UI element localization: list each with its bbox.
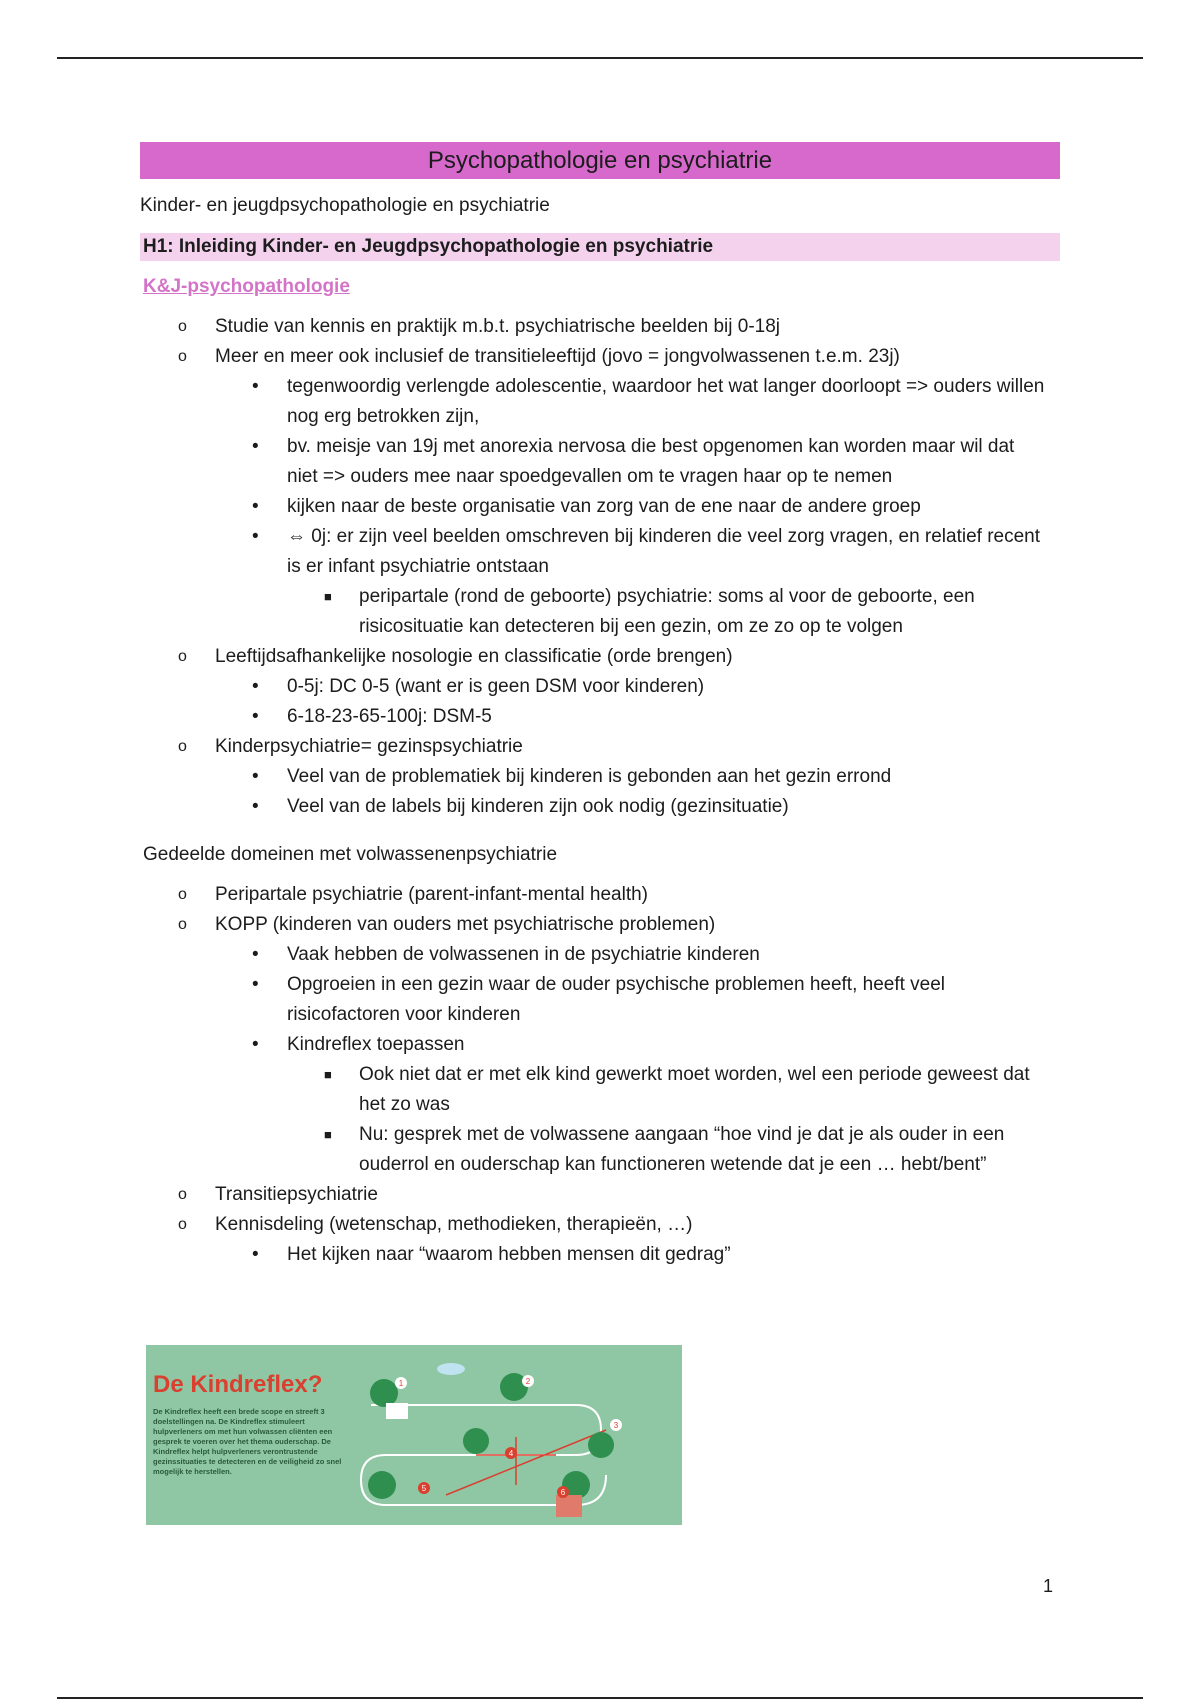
circle-bullet-icon: o [178, 348, 187, 365]
tree-icon [463, 1428, 489, 1454]
list-item: • tegenwoordig verlengde adolescentie, waardoor het wat langer doorloopt => ouders willen nog erg betrokken zijn, [287, 372, 1060, 432]
kindreflex-path-illustration [146, 1345, 682, 1525]
circle-bullet-icon: o [178, 916, 187, 933]
tree-icon [370, 1379, 398, 1407]
figure-body-text: De Kindreflex heeft een brede scope en streeft 3 doelstellingen na. De Kindreflex stimuleert hulpverleners om met hun volwassen cliënten een gesprek te voeren over het thema ouderschap. De Kindreflex helpt hulpverleners verontrustende gezinssituaties te detecteren en de veiligheid zo snel mogelijk te herstellen. [153, 1407, 342, 1476]
house-icon [386, 1403, 408, 1419]
list-item: • Kindreflex toepassen ■ Ook niet dat er met elk kind gewerkt moet worden, wel een periode geweest dat het zo was ■ Nu: gesprek met de volwassene aangaan “hoe vind je dat je als ouder in een ouderrol en ouderschap kan functioneren wetende dat je een … hebt/bent” [287, 1030, 1060, 1180]
list-item: o Meer en meer ook inclusief de transitieleeftijd (jovo = jongvolwassenen t.e.m. 23j) • tegenwoordig verlengde adolescentie, waardoor het wat langer doorloopt => ouders willen nog erg betrokken zijn, • bv. meisje van 19j met anorexia nervosa die best opgenomen kan worden maar wil dat niet => ouders mee naar spoedgevallen om te vragen haar op te nemen • kijken naar de beste organisatie van zorg van de ene naar de andere groep • ⇔ 0j: er zijn veel beelden omschreven bij kinderen die veel zorg vragen, en relatief recent is er infant psychiatrie ontstaan ■ peripartale (rond de geboorte) psychiatrie: soms al voor de geboorte, een risicosituatie kan detecteren bij een gezin, om ze zo op te volgen [140, 342, 1060, 642]
section-heading-kj[interactable]: K&J-psychopathologie [143, 276, 350, 297]
building-icon [556, 1495, 582, 1517]
bottom-rule [57, 1697, 1143, 1699]
dot-bullet-icon: • [252, 526, 259, 547]
dot-bullet-icon: • [252, 436, 259, 457]
step-marker-4 [505, 1447, 517, 1459]
list-item: o Kennisdeling (wetenschap, methodieken, therapieën, …) • Het kijken naar “waarom hebben mensen dit gedrag” [140, 1210, 1060, 1270]
step-label: 6 [560, 1488, 566, 1497]
cloud-icon [437, 1363, 465, 1375]
step-label: 4 [508, 1449, 514, 1458]
list-item: ■ Nu: gesprek met de volwassene aangaan “hoe vind je dat je als ouder in een ouderrol en ouderschap kan functioneren wetende dat je een … hebt/bent” [359, 1120, 1060, 1180]
list-item: • bv. meisje van 19j met anorexia nervosa die best opgenomen kan worden maar wil dat niet => ouders mee naar spoedgevallen om te vragen haar op te nemen [287, 432, 1060, 492]
dot-bullet-icon: • [252, 944, 259, 965]
square-bullet-icon: ■ [324, 1127, 332, 1142]
step-marker-6 [557, 1486, 569, 1498]
list-item: • ⇔ 0j: er zijn veel beelden omschreven bij kinderen die veel zorg vragen, en relatief recent is er infant psychiatrie ontstaan ■ peripartale (rond de geboorte) psychiatrie: soms al voor de geboorte, een risicosituatie kan detecteren bij een gezin, om ze zo op te volgen [287, 522, 1060, 642]
circle-bullet-icon: o [178, 886, 187, 903]
step-label: 3 [613, 1421, 619, 1430]
list-item: o KOPP (kinderen van ouders met psychiatrische problemen) • Vaak hebben de volwassenen in de psychiatrie kinderen • Opgroeien in een gezin waar de ouder psychische problemen heeft, heeft veel risicofactoren voor kinderen • Kindreflex toepassen ■ Ook niet dat er met elk kind gewerkt moet worden, wel een periode geweest dat het zo was ■ Nu: gesprek met de volwassene aangaan “hoe vind je dat je als ouder in een ouderrol en ouderschap kan functioneren wetende dat je een … hebt/bent” [140, 910, 1060, 1180]
chapter-heading: H1: Inleiding Kinder- en Jeugdpsychopathologie en psychiatrie [140, 233, 1060, 261]
list-item: • Veel van de problematiek bij kinderen is gebonden aan het gezin errond [287, 762, 1060, 792]
circle-bullet-icon: o [178, 1186, 187, 1203]
step-label: 2 [525, 1377, 531, 1386]
list-item: ■ peripartale (rond de geboorte) psychiatrie: soms al voor de geboorte, een risicosituatie kan detecteren bij een gezin, om ze zo op te volgen [359, 582, 1060, 642]
list-item: o Kinderpsychiatrie= gezinspsychiatrie • Veel van de problematiek bij kinderen is gebonden aan het gezin errond • Veel van de labels bij kinderen zijn ook nodig (gezinsituatie) [140, 732, 1060, 822]
section2-list [140, 880, 1060, 1270]
list-item: o Peripartale psychiatrie (parent-infant-mental health) [140, 880, 1060, 910]
circle-bullet-icon: o [178, 1216, 187, 1233]
top-rule [57, 57, 1143, 59]
list-item: ■ Ook niet dat er met elk kind gewerkt moet worden, wel een periode geweest dat het zo was [359, 1060, 1060, 1120]
dot-bullet-icon: • [252, 1034, 259, 1055]
figure-title: De Kindreflex? [153, 1371, 323, 1398]
list-item: • 0-5j: DC 0-5 (want er is geen DSM voor kinderen) [287, 672, 1060, 702]
kindreflex-figure [146, 1345, 682, 1525]
dot-bullet-icon: • [252, 796, 259, 817]
circle-bullet-icon: o [178, 648, 187, 665]
square-bullet-icon: ■ [324, 589, 332, 604]
step-marker-5 [418, 1482, 430, 1494]
list-item: • Vaak hebben de volwassenen in de psychiatrie kinderen [287, 940, 1060, 970]
list-item: • Het kijken naar “waarom hebben mensen dit gedrag” [287, 1240, 1060, 1270]
dot-bullet-icon: • [252, 706, 259, 727]
list-item: o Studie van kennis en praktijk m.b.t. psychiatrische beelden bij 0-18j [140, 312, 1060, 342]
step-marker-1 [395, 1377, 407, 1389]
tree-icon [588, 1432, 614, 1458]
list-item: • Veel van de labels bij kinderen zijn ook nodig (gezinsituatie) [287, 792, 1060, 822]
section-heading-shared-domains: Gedeelde domeinen met volwassenenpsychiatrie [143, 844, 558, 865]
list-item: • 6-18-23-65-100j: DSM-5 [287, 702, 1060, 732]
list-item: o Transitiepsychiatrie [140, 1180, 1060, 1210]
tree-icon [368, 1471, 396, 1499]
circle-bullet-icon: o [178, 738, 187, 755]
list-item: • Opgroeien in een gezin waar de ouder psychische problemen heeft, heeft veel risicofactoren voor kinderen [287, 970, 1060, 1030]
dot-bullet-icon: • [252, 676, 259, 697]
list-item: o Leeftijdsafhankelijke nosologie en classificatie (orde brengen) • 0-5j: DC 0-5 (want er is geen DSM voor kinderen) • 6-18-23-65-100j: DSM-5 [140, 642, 1060, 732]
circle-bullet-icon: o [178, 318, 187, 335]
page-number: 1 [1043, 1576, 1054, 1596]
dot-bullet-icon: • [252, 376, 259, 397]
page-content [140, 142, 1060, 1270]
step-marker-2 [522, 1375, 534, 1387]
step-label: 5 [421, 1484, 427, 1493]
dot-bullet-icon: • [252, 766, 259, 787]
step-marker-3 [610, 1419, 622, 1431]
square-bullet-icon: ■ [324, 1067, 332, 1082]
document-title: Psychopathologie en psychiatrie [140, 142, 1060, 179]
dot-bullet-icon: • [252, 974, 259, 995]
document-subtitle: Kinder- en jeugdpsychopathologie en psychiatrie [140, 195, 550, 216]
dot-bullet-icon: • [252, 496, 259, 517]
list-item: • kijken naar de beste organisatie van zorg van de ene naar de andere groep [287, 492, 1060, 522]
section1-list [140, 312, 1060, 822]
dot-bullet-icon: • [252, 1244, 259, 1265]
step-label: 1 [398, 1379, 404, 1388]
